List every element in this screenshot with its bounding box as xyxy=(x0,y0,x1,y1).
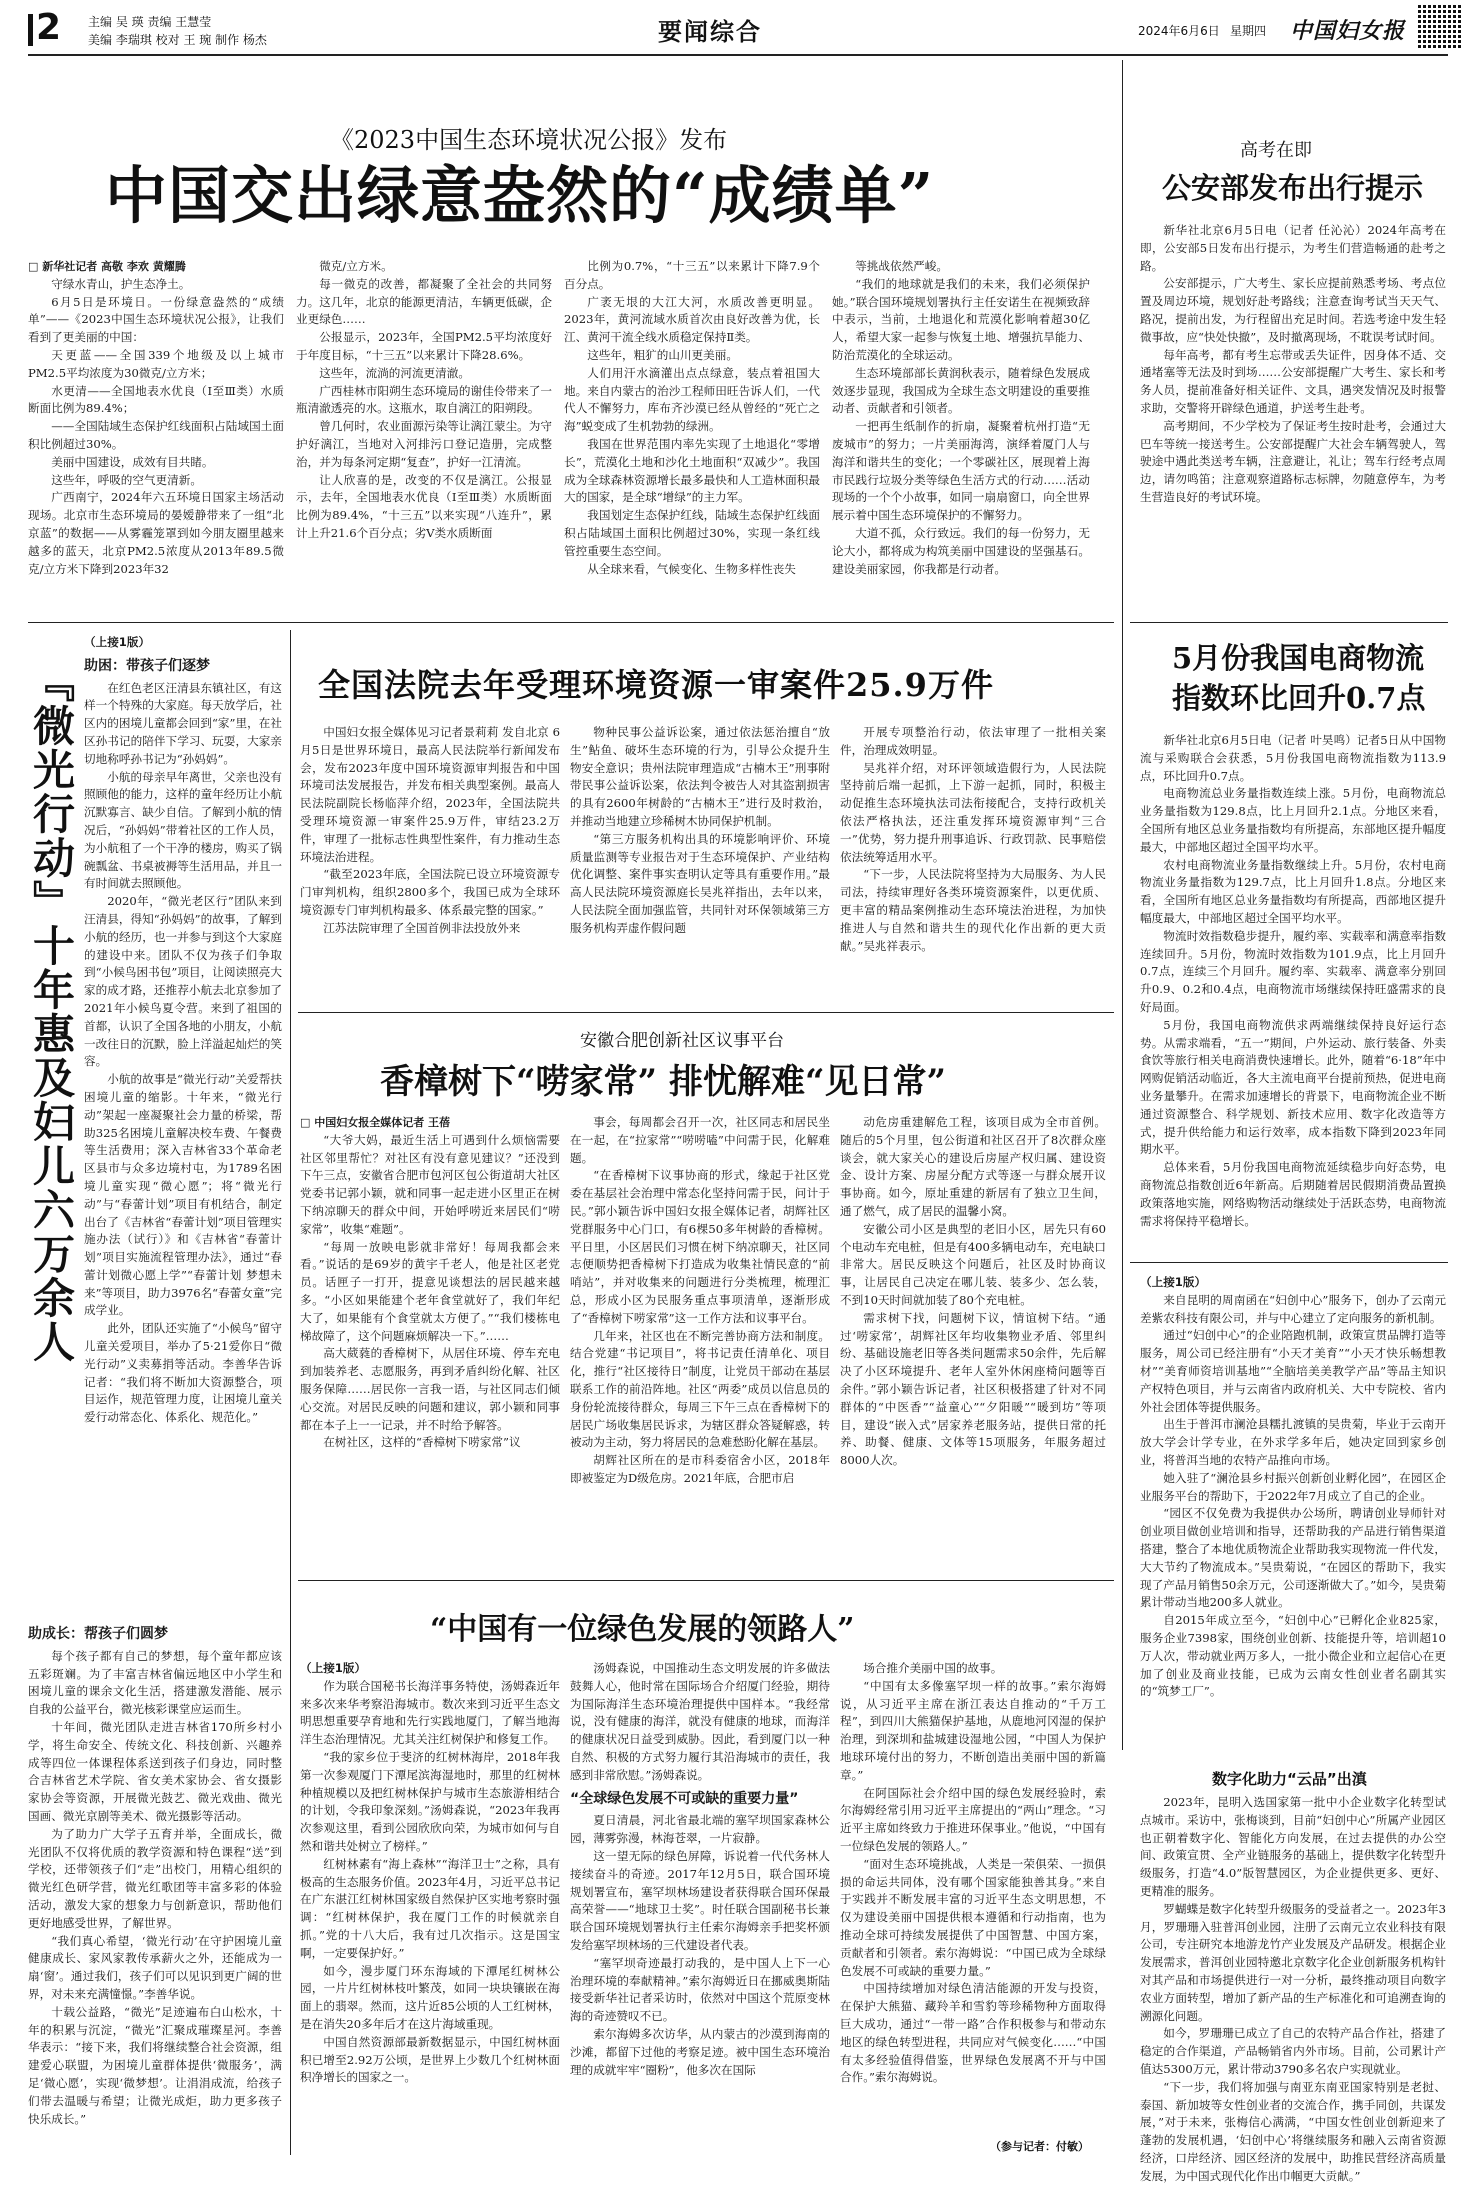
paragraph: 十载公益路，“微光”足迹遍布白山松水，十年的积累与沉淀，“微光”汇聚成璀璨星河。李善华表示：“接下来，我们将继续整合社会资源，组建爱心联盟，为困境儿童群体提供‘微服务’，满足‘微心愿’，实现‘微梦想’。让涓涓成流，给孩子们带去温暖与希望；让微光成炬，助力更多孩子快乐成长。” xyxy=(28,2004,282,2126)
continued-label: （上接1版） xyxy=(300,1661,367,1675)
paragraph: 让人欣喜的是，改变的不仅是漓江。公报显示，去年，全国地表水优良（Ⅰ至Ⅲ类）水质断面比例为89.4%，“十三五”以来实现“八连升”，累计上升21.6个百分点；劣Ⅴ类水质断面 xyxy=(296,472,552,540)
section-name: 要闻综合 xyxy=(658,17,762,46)
paragraph: 来自昆明的周南函在“妇创中心”服务下，创办了云南元差紫农科技有限公司，并与中心建立了定向服务的新机制。 xyxy=(1140,1292,1446,1325)
paragraph: 在阿国际社会介绍中国的绿色发展经验时，索尔海姆经常引用习近平主席提出的“两山”理念。“习近平主席如终致力于推进环保事业。”他说，“中国有一位绿色发展的领路人。” xyxy=(840,1785,1106,1853)
paragraph: 中国持续增加对绿色清洁能源的开发与投资，在保护大熊猫、藏羚羊和雪豹等珍稀物种方面取得巨大成功，通过“一带一路”合作积极参与和带动东地区的绿色转型进程，共同应对气候变化……“中国有太多经验值得借鉴，世界绿色发展离不开与中国合作。”索尔海姆说。 xyxy=(840,1981,1106,2085)
digital-subheading: 数字化助力“云品”出滇 xyxy=(1212,1770,1367,1788)
staff-line-1: 主编 吴 瑛 责编 王慧莹 xyxy=(88,15,212,29)
paragraph: 小航的母亲早年离世，父亲也没有照顾他的能力，这样的童年经历让小航沉默寡言、缺少自信。了解到小航的情况后，“孙妈妈”带着社区的工作人员，为小航租了一个干净的楼房，购买了锅碗瓢盆、书桌被褥等生活用品，并且一有时间就去照顾他。 xyxy=(84,769,282,891)
paragraph: 罗蝴蝶是数字化转型升级服务的受益者之一。2023年3月，罗珊珊入驻普洱创业园，注册了云南元立农业科技有限公司，专注研究本地游龙竹产业发展及产品研发。根据企业发展需求，普洱创业园特邀北京数字化企业创新服务机构针对其产品和市场提供进行一对一分析，最终推动项目向数字农业方面转型，增加了新产品的生产标准化和可追溯查询的溯源化问题。 xyxy=(1140,1901,1446,2023)
paragraph: 大道不孤，众行致远。我们的每一份努力，无论大小，都将成为构筑美丽中国建设的坚强基石。建设美丽家园，你我都是行动者。 xyxy=(832,525,1090,576)
paragraph: 我国划定生态保护红线，陆域生态保护红线面积占陆域国土面积比例超过30%，实现一条红线管控重要生态空间。 xyxy=(564,508,820,558)
paragraph: 公报显示，2023年，全国PM2.5平均浓度好于年度目标，“十三五”以来累计下降28.6%。 xyxy=(296,330,552,362)
paragraph: 每年高考，都有考生忘带或丢失证件，因身体不适、交通堵塞等无法及时到场……公安部提醒广大考生、家长和考务人员，提前准备好相关证件、文具，遇突发情况及时报警求助，交警将开辟绿色通道，护送考生赴考。 xyxy=(1140,347,1446,415)
qr-code-icon xyxy=(1418,4,1462,48)
paragraph: “第三方服务机构出具的环境影响评价、环境质量监测等专业报告对于生态环境保护、产业结构优化调整、案件事实查明认定等具有重要作用。”最高人民法院环境资源庭长吴兆祥指出，去年以来，人民法院全面加强监管，共同针对环保领域第三方服务机构弄虚作假问题 xyxy=(570,831,830,935)
paragraph: 广袤无垠的大江大河，水质改善更明显。2023年，黄河流域水质首次由良好改善为优，长江、黄河干流全线水质稳定保持Ⅱ类。 xyxy=(564,294,820,345)
paragraph: 几年来，社区也在不断完善协商方法和制度。结合党建“书记项目”，将书记责任清单化、项目化，推行“社区接待日”制度，让党员干部动在基层联系工作的前沿阵地。社区“两委”成员以信息员的身份轮流接待群众，每周三下午三点在香樟树下的居民广场收集居民诉求，为辖区群众答疑解惑，转被动为主动，努力将居民的急难愁盼化解在基层。 xyxy=(570,1328,830,1450)
paragraph: 生态环境部部长黄润秋表示，随着绿色发展成效逐步显现，我国成为全球生态文明建设的重要推动者、贡献者和引领者。 xyxy=(832,365,1090,416)
paragraph: 水更清——全国地表水优良（Ⅰ至Ⅲ类）水质断面比例为89.4%； xyxy=(28,383,284,416)
courts-bottom-rule xyxy=(298,1012,1114,1013)
paragraph: 此外，团队还实施了“小候鸟”留守儿童关爱项目，举办了5·21爱你日“微光行动”义卖募捐等活动。李善华告诉记者：“我们将不断加大资源整合，项目运作，规范管理力度，让困境儿童关爱行动常态化、体系化、规范化。” xyxy=(84,1321,282,1425)
courts-headline: 全国法院去年受理环境资源一审案件25.9万件 xyxy=(318,666,994,704)
paragraph: 场合推介美丽中国的故事。 xyxy=(863,1661,1003,1675)
paragraph: 从全球来看，气候变化、生物多样性丧失 xyxy=(587,561,796,576)
page-header xyxy=(28,7,1448,52)
paragraph: 公安部提示，广大考生、家长应提前熟悉考场、考点位置及周边环境，规划好赴考路线；注意查询考试当天天气、路况，提前出发，为行程留出充足时间。若选考途中发生轻微事故，应“快处快撤”，及时撤离现场，不耽误考试时间。 xyxy=(1140,276,1446,344)
paragraph: 等挑战依然严峻。 xyxy=(855,259,948,273)
weiguang-column-2 xyxy=(28,1620,282,2154)
green-leader-column-2 xyxy=(570,1660,830,2154)
green-leader-subheading: “全球绿色发展不可或缺的重要力量” xyxy=(570,1790,799,1807)
paragraph: 一把再生纸制作的折扇，凝聚着杭州打造“无废城市”的努力；一片美丽海湾，演绎着厦门人与海洋和谐共生的变化；一个零碳社区，展现着上海市民践行垃圾分类等绿色生活方式的行动……活动现场的一个个小故事，如同一扇扇窗口，向全世界展示着中国生态环境保护的不懈努力。 xyxy=(832,419,1090,523)
paragraph: 吴兆祥介绍，对环评领域造假行为，人民法院坚持前后端一起抓，上下游一起抓，同时，积极主动促推生态环境执法司法衔接配合，支持行政机关依法严格执法，还注重发挥环境资源审判“三合一”优势，努力提升刑事追诉、行政罚款、民事赔偿依法统筹适用水平。 xyxy=(840,760,1106,864)
camphor-byline: □ 中国妇女报全媒体记者 王蓓 xyxy=(300,1116,451,1129)
paragraph: 新华社北京6月5日电（记者 叶昊鸣）记者5日从中国物流与采购联合会获悉，5月份我国电商物流指数为113.9点，环比回升0.7点。 xyxy=(1140,733,1446,783)
continued-label: （上接1版） xyxy=(84,635,151,649)
paragraph: 红树林素有“海上森林”“海洋卫士”之称，具有极高的生态服务价值。2023年4月，习近平总书记在广东湛江红树林国家级自然保护区实地考察时强调：“红树林保护，我在厦门工作的时候就亲自抓。”党的十八大后，我有过几次指示。这是国宝啊，一定要保护好。” xyxy=(300,1856,560,1960)
weiguang-vertical-headline: 『微光行动』十年惠及妇儿六万余人 xyxy=(27,660,76,1364)
right-top-rule xyxy=(1130,622,1448,623)
paragraph: 为了助力广大学子五育并举，全面成长，微光团队不仅将优质的教学资源和特色课程“送”到学校，还带领孩子们“走”出校门，用精心组织的微光红色研学营，微光红歌团等丰富多彩的体验活动，激发大家的想象力与创新意识，帮助他们更好地感受世界，了解世界。 xyxy=(28,1826,282,1930)
green-leader-credit: （参与记者：付敏） xyxy=(990,2140,1089,2153)
staff-line-2: 美编 李瑞琪 校对 王 琬 制作 杨杰 xyxy=(88,33,267,47)
paragraph: 江苏法院审理了全国首例非法投放外来 xyxy=(323,920,521,935)
paragraph: “我们真心希望，‘微光行动’在守护困境儿童健康成长、家风家教传承薪火之外，还能成为一扇‘窗’。通过我们，孩子们可以见识到更广阔的世界，对未来充满憧憬。”李善华说。 xyxy=(28,1933,282,2001)
paragraph: 中国妇女报全媒体见习记者景莉莉 发自北京 6月5日是世界环境日，最高人民法院举行新闻发布会，发布2023年度中国环境资源审判报告和中国环境司法发展报告，并发布相关典型案例。最高人民法院副院长杨临萍介绍，2023年，全国法院共受理环境资源一审案件25.9万件，审结23.2万件，审理了一批标志性典型性案件，有力推动生态环境法治进程。 xyxy=(300,725,560,864)
paragraph: 比例为0.7%，“十三五”以来累计下降7.9个百分点。 xyxy=(564,259,820,291)
column-rule-left xyxy=(290,630,291,2155)
gaokao-headline: 公安部发布出行提示 xyxy=(1162,171,1424,205)
ecommerce-headline-2: 指数环比回升0.7点 xyxy=(1172,681,1426,715)
paragraph: 她入驻了“澜沧县乡村振兴创新创业孵化园”，在园区企业服务平台的帮助下，于2022年7月成立了自己的企业。 xyxy=(1140,1470,1446,1503)
paragraph: “在香樟树下议事协商的形式，缘起于社区党委在基层社会治理中常态化坚持问需于民，问计于民。”郭小颖告诉中国妇女报全媒体记者，胡辉社区党群服务中心门口，有6棵50多年树龄的香樟树。平日里，小区居民们习惯在树下纳凉聊天，社区同志便顺势把香樟树下打造成为收集社情民意的“前哨站”，并对收集来的问题进行分类梳理，梳理汇总，形成小区为民服务重点事项清单，逐渐形成了“香樟树下唠家常”这一工作方法和议事平台。 xyxy=(570,1168,830,1325)
paragraph: 需求树下找，问题树下议，情谊树下结。“通过‘唠家常’，胡辉社区年均收集物业矛盾、邻里纠纷、基础设施老旧等各类问题需求50余件，先后解决了小区环境提升、老年人室外休闲座椅问题等百余件。”郭小颖告诉记者，社区积极搭建了针对不同群体的“中医香”“益童心”“夕阳暖”“暖到坊”等项目，建设“嵌入式”居家养老服务站，提供日常的托养、助餐、健康、文体等15项服务，年服务超过8000人次。 xyxy=(840,1310,1106,1468)
paragraph: 如今，漫步厦门环东海域的下潭尾红树林公园，一片片红树林枝叶繁茂，如同一块块镶嵌在海面上的翡翠。然而，这片近85公顷的人工红树林，是在消失20多年后才在这片海域重现。 xyxy=(300,1963,560,2031)
paragraph: 小航的故事是“微光行动”关爱帮扶困境儿童的缩影。十年来，“微光行动”架起一座凝聚社会力量的桥梁，帮助325名困境儿童解决校车费、午餐费等生活费用；深入吉林省33个革命老区县市与众多边境村屯，为1789名困境儿童实现“微心愿”；将“微光行动”与“春蕾计划”项目有机结合，制定出台了《吉林省“春蕾计划”项目管理实施办法（试行）》和《吉林省“春蕾计划”项目实施流程管理办法》，通过“春蕾计划微心愿上学”“春蕾计划 梦想未来”等项目，助力3976名“春蕾女童”完成学业。 xyxy=(84,1072,283,1318)
paragraph: 广西桂林市阳朔生态环境局的谢佳伶带来了一瓶清澈透亮的水。这瓶水，取自漓江的阳朔段。 xyxy=(296,383,552,416)
camphor-column-3 xyxy=(840,1114,1106,1564)
courts-column-1 xyxy=(300,724,560,1004)
paragraph: 微克/立方米。 xyxy=(319,259,393,273)
right-mid-rule xyxy=(1130,1262,1448,1263)
courts-column-3 xyxy=(840,724,1106,1004)
paragraph: 5月份，我国电商物流供求两端继续保持良好运行态势。从需求端看，“五一”期间，户外运动、旅行装备、外卖食饮等旅行相关电商消费快速增长。此外，随着“6·18”年中网购促销活动临近，各大主流电商平台提前预热，促进电商业务量攀升。在需求加速增长的背景下，电商物流企业不断通过资源整合、科学规划、新技术应用、数字化改造等方式，提升供给能力和运行效率，成本指数下降到2023年同期水平。 xyxy=(1140,1017,1446,1157)
lead-column-3 xyxy=(564,258,820,596)
paragraph: 物种民事公益诉讼案，通过依法惩治擅自“放生”鲇鱼、破坏生态环境的行为，引导公众提升生物安全意识；贵州法院审理造成“古楠木王”刑事附带民事公益诉讼案，依法判令被告人对其盗割损害的具有2600年树龄的“古楠木王”进行及时救治，并推动当地建立珍稀树木协同保护机制。 xyxy=(570,725,830,828)
paragraph: 美丽中国建设，成效有目共睹。 xyxy=(51,454,214,469)
camphor-kicker: 安徽合肥创新社区议事平台 xyxy=(580,1031,784,1051)
page-number: 2 xyxy=(36,7,62,48)
weiguang-subheading-2: 助成长：帮孩子们圆梦 xyxy=(28,1626,168,1642)
lead-column-4 xyxy=(832,258,1090,596)
green-leader-column-1 xyxy=(300,1660,560,2154)
page-number-accent xyxy=(28,14,33,46)
continued-label: （上接1版） xyxy=(1140,1275,1207,1289)
paragraph: 安徽公司小区是典型的老旧小区，居先只有60个电动车充电桩，但是有400多辆电动车，充电缺口非常大。居民反映这个问题后，社区及时协商议事，让居民自己决定在哪儿装、装多少、怎么装，不到10天时间就加装了80个充电桩。 xyxy=(840,1221,1106,1307)
paragraph: 这些年，粗犷的山川更美丽。 xyxy=(587,347,738,362)
paragraph: 作为联合国秘书长海洋事务特使，汤姆森近年来多次来华考察沿海城市。数次来到习近平生态文明思想重要孕育地和先行实践地厦门，了解当地海洋生态治理情况。尤其关注红树保护和修复工作。 xyxy=(300,1678,560,1747)
paragraph: 通过“妇创中心”的企业陪跑机制，政策宣贯品牌打造等服务，周公司已经注册有“小天才美育”“小天才快乐畅想教材”“美育师资培训基地”“全脑培美美教学产品”等品主知识产权特色项目，并与云南省内政府机关、大中专院校、省内外社会团体等提供服务。 xyxy=(1140,1328,1446,1414)
header-rule xyxy=(28,54,1448,56)
camphor-bottom-rule xyxy=(298,1580,1114,1581)
column-rule-main xyxy=(1122,60,1123,1750)
paragraph: 我国在世界范围内率先实现了土地退化“零增长”，荒漠化土地和沙化土地面积“双减少”。我国成为全球森林资源增长最多最快和人工造林面积最大的国家，是全球“增绿”的主力军。 xyxy=(564,436,820,505)
paragraph: 开展专项整治行动，依法审理了一批相关案件，治理成效明显。 xyxy=(840,725,1106,757)
lead-bottom-rule xyxy=(28,622,1114,623)
camphor-column-2 xyxy=(570,1114,830,1564)
paragraph: 胡辉社区所在的是市科委宿舍小区，2018年即被鉴定为D级危房。2021年底，合肥市启 xyxy=(570,1453,830,1485)
paragraph: ——全国陆域生态保护红线面积占陆域国土面积比例超过30%。 xyxy=(28,419,284,451)
green-leader-column-3 xyxy=(840,1660,1106,2136)
weiguang-subheading-1: 助困：带孩子们逐梦 xyxy=(84,657,210,674)
paragraph: “园区不仅免费为我提供办公场所，聘请创业导师针对创业项目做创业培训和指导，还帮助我的产品进行销售渠道搭建，整合了本地优质物流企业帮助我实现物流一件代发，大大节约了物流成本。”吴贵菊说，“在园区的帮助下，我实现了产品月销售50余万元，公司逐渐做大了。”如今，吴贵菊累计带动当地200多人就业。 xyxy=(1140,1506,1446,1610)
camphor-column-1 xyxy=(300,1114,560,1564)
ecommerce-headline-1: 5月份我国电商物流 xyxy=(1172,641,1425,675)
paragraph: “下一步，我们将加强与南亚东南亚国家特别是老挝、泰国、新加坡等女性创业者的交流合作，携手同创，共谋发展，”对于未来，张梅信心满满，“中国女性创业创新迎来了蓬勃的发展机遇，‘妇创中心’将继续服务和融入云南省资源经济，口岸经济、园区经济的发展中，助推民营经济高质量发展，为中国式现代化作出巾帼更大贡献。” xyxy=(1140,2079,1446,2183)
paragraph: 每个孩子都有自己的梦想，每个童年都应该五彩斑斓。为了丰富吉林省偏远地区中小学生和困境儿童的课余文化生活，搭建激发潜能、展示自我的公益平台，微光核彩课堂应运而生。 xyxy=(28,1648,282,1717)
paragraph: 天更蓝——全国339个地级及以上城市PM2.5平均浓度为30微克/立方米； xyxy=(28,347,284,380)
paragraph: 农村电商物流业务量指数继续上升。5月份，农村电商物流业务量指数为129.7点，比上月回升1.8点。分地区来看，全国所有地区总业务量指数均有所提高，西部地区提升幅度最大，中部地区超过全国平均水平。 xyxy=(1140,857,1446,925)
green-leader-headline: “中国有一位绿色发展的领路人” xyxy=(430,1612,855,1647)
paragraph: 事会，每周都会召开一次，社区同志和居民坐在一起，在“拉家常”“唠唠嗑”中问需于民，化解难题。 xyxy=(570,1115,830,1165)
paragraph: 动危房重建解危工程，该项目成为全市首例。随后的5个月里，包公街道和社区召开了8次群众座谈会，就大家关心的建设后房屋产权归属、建设资金、设计方案、房屋分配方式等逐一与群众展开议事协商。如今，原址重建的新居有了独立卫生间，通了燃气，成了居民的温馨小窝。 xyxy=(840,1115,1106,1218)
paragraph: 夏日清晨，河北省最北端的塞罕坝国家森林公园，薄雾弥漫，林海苍翠，一片寂静。 xyxy=(570,1813,830,1846)
paragraph: 出生于普洱市澜沧县糯扎渡镇的吴贵菊，毕业于云南开放大学会计学专业，在外求学多年后，她决定回到家乡创业，将普洱当地的农特产品推向市场。 xyxy=(1140,1417,1446,1467)
issue-weekday: 星期四 xyxy=(1230,24,1267,38)
paragraph: 中国自然资源部最新数据显示，中国红树林面积已增至2.92万公顷，是世界上少数几个红树林面积净增长的国家之一。 xyxy=(300,2034,560,2085)
newspaper-logo: 中国妇女报 xyxy=(1290,18,1406,44)
paragraph: 索尔海姆多次访华，从内蒙古的沙漠到海南的沙滩，都留下过他的考察足迹。被中国生态环境治理的成就牢牢“圈粉”，他多次在国际 xyxy=(570,2026,830,2077)
digital-column-1 xyxy=(1140,1274,1446,1760)
lead-column-2 xyxy=(296,258,552,596)
paragraph: 在树社区，这样的“香樟树下唠家常”议 xyxy=(323,1435,521,1450)
lead-byline: □ 新华社记者 高敬 李欢 黄耀腾 xyxy=(28,260,186,273)
paragraph: 新华社北京6月5日电（记者 任沁沁）2024年高考在即，公安部5日发布出行提示，为考生们营造畅通的赴考之路。 xyxy=(1140,223,1446,273)
paragraph: 守绿水青山，护生态净土。 xyxy=(51,276,191,291)
lead-headline: 中国交出绿意盎然的“成绩单” xyxy=(105,159,935,232)
lead-column-1 xyxy=(28,258,284,596)
paragraph: “中国有太多像塞罕坝一样的故事。”索尔海姆说，从习近平主席在浙江表达自推动的“千万工程”，到四川大熊猫保护基地，从鹿地河冈湿的保护治理，到深圳和盐城建设湿地公园，“中国人为保护地球环境付出的努力，不断创造出美丽中国的新篇章。” xyxy=(840,1678,1106,1782)
digital-column-2 xyxy=(1140,1794,1446,2183)
paragraph: 总体来看，5月份我国电商物流延续稳步向好态势，电商物流总指数创近6年新高。后期随着居民假期消费品置换政策落地实施，网络购物活动继续处于活跃态势，电商物流需求将保持平稳增长。 xyxy=(1140,1160,1446,1228)
paragraph: 2023年，昆明入选国家第一批中小企业数字化转型试点城市。采访中，张梅谈到，目前“妇创中心”所属产业园区也正朝着数字化、智能化方向发展，在过去提供的办公空间、政策宣贯、全产业链服务的基础上，提供数字化转型升级服务，打造“4.0”版智慧园区，为企业提供更多、更好、更精准的服务。 xyxy=(1140,1795,1446,1898)
paragraph: “我的家乡位于斐济的红树林海岸，2018年我第一次参观厦门下潭尾滨海湿地时，那里的红树林种植规模以及把红树林保护与城市生态旅游相结合的计划，令我印象深刻。”汤姆森说，“2023年我再次参观这里，看到公园欣欣向荣，为城市如何与自然和谐共处树立了榜样。” xyxy=(300,1749,560,1853)
paragraph: 每一微克的改善，都凝聚了全社会的共同努力。这几年，北京的能源更清洁，车辆更低碳，企业更绿色…… xyxy=(296,276,552,327)
paragraph: 人们用汗水滴灌出点点绿意，装点着祖国大地。来自内蒙古的治沙工程师田旺告诉人们，一代代人不懈努力，库布齐沙漠已经从曾经的“死亡之海”蜕变成了生机勃勃的绿洲。 xyxy=(564,365,820,434)
paragraph: “每周一放映电影就非常好！每周我都会来看。”说话的是69岁的黄宇千老人，他是社区老党员。话匣子一打开，提意见谈想法的居民越来越多。“小区如果能建个老年食堂就好了，我们年纪大了，如果能有个食堂就太方便了。”“我们楼栋电梯故障了，这个问题麻烦解决一下。”…… xyxy=(300,1239,560,1343)
gaokao-kicker: 高考在即 xyxy=(1240,140,1312,161)
paragraph: “截至2023年底，全国法院已设立环境资源专门审判机构，组织2800多个，我国已成为全球环境资源专门审判机构最多、体系最完整的国家。” xyxy=(300,867,560,917)
courts-column-2 xyxy=(570,724,830,1004)
camphor-headline: 香樟树下“唠家常” 排忧解难“见日常” xyxy=(380,1062,947,1102)
paragraph: 电商物流总业务量指数连续上涨。5月份，电商物流总业务量指数为129.8点，比上月回升2.1点。分地区来看，全国所有地区总业务量指数均有所提高，东部地区提升幅度最大，中部地区超过全国平均水平。 xyxy=(1140,786,1446,854)
paragraph: “面对生态环境挑战，人类是一荣俱荣、一损俱损的命运共同体，没有哪个国家能独善其身。”来自于实践并不断发展丰富的习近平生态文明思想，不仅为建设美丽中国提供根本遵循和行动指南，也为推动全球可持续发展提供了中国智慧、中国方案，贡献者和引领者。索尔海姆说：“中国已成为全球绿色发展不可或缺的重要力量。” xyxy=(840,1856,1106,1978)
paragraph: 汤姆森说，中国推动生态文明发展的许多做法鼓舞人心，他时常在国际场合介绍厦门经验，期待为国际海洋生态环境治理提供中国样本。“我经常说，没有健康的海洋，就没有健康的地球，而海洋的健康状况日益受到威胁。因此，看到厦门以一种自然、积极的方式努力履行其沿海城市的责任，我感到非常欣慰。”汤姆森说。 xyxy=(570,1661,830,1782)
paragraph: 曾几何时，农业面源污染等让漓江蒙尘。为守护好漓江，当地对入河排污口登记造册，完成整治，并为每条河定期“复查”，护好一江清流。 xyxy=(296,419,552,469)
paragraph: “下一步，人民法院将坚持为大局服务、为人民司法，持续审理好各类环境资源案件，以更优质、更丰富的精品案例推动生态环境法治进程，为加快推进人与自然和谐共生的现代化作出新的更大贡献。”吴兆祥表示。 xyxy=(840,867,1106,953)
paragraph: 高考期间，不少学校为了保证考生按时赴考，会通过大巴车等统一接送考生。公安部提醒广大社会车辆驾驶人，驾驶途中遇此类送考车辆，注意避让，礼让；驾车行经考点周边，请勿鸣笛；注意观察道路标志标牌，勿随意停车，为考生营造良好的考试环境。 xyxy=(1140,418,1446,504)
paragraph: 自2015年成立至今，“妇创中心”已孵化企业825家，服务企业7398家，围绕创业创新、技能提升等，培训超10万人次，带动就业两万多人，一批小微企业和立起信心在更加了创业及商业技能，已成为云南女性创业者名副其实的“筑梦工厂”。 xyxy=(1140,1613,1446,1699)
paragraph: 在红色老区汪清县东镇社区，有这样一个特殊的大家庭。每天放学后，社区内的困境儿童都会回到“家”里，在社区孙书记的陪伴下学习、玩耍，大家亲切地称呼孙书记为“孙妈妈”。 xyxy=(84,680,282,766)
paragraph: 这一望无际的绿色屏障，诉说着一代代务林人接续奋斗的奇迹。2017年12月5日，联合国环境规划署宣布，塞罕坝林场建设者获得联合国环保最高荣誉——“地球卫士奖”。时任联合国副秘书长兼联合国环境规划署执行主任索尔海姆亲手把奖杯颁发给塞罕坝林场的三代建设者代表。 xyxy=(570,1848,830,1952)
paragraph: 高大葳蕤的香樟树下，从居住环境、停车充电到加装养老、志愿服务，再到矛盾纠纷化解、社区服务保障……居民你一言我一语，与社区同志们倾心交流。对居民反映的问题和建议，郭小颖和同事都在本子上一一记录，并不时给予解答。 xyxy=(300,1346,560,1432)
paragraph: 2020年，“微光老区行”团队来到汪清县，得知“孙妈妈”的故事，了解到小航的经历，也一并参与到这个大家庭的建设中来。团队不仅为孩子们争取到“小候鸟困书包”项目，让阅读照亮大家的成才路，还推荐小航去北京参加了2021年小候鸟夏令营。来到了祖国的首都，认识了全国各地的小朋友，小航一改往日的沉默，脸上洋溢起灿烂的笑容。 xyxy=(84,894,282,1069)
gaokao-body xyxy=(1140,222,1446,610)
paragraph: “我们的地球就是我们的未来，我们必须保护她。”联合国环境规划署执行主任安诺生在视频致辞中表示，当前，土地退化和荒漠化影响着超30亿人，希望大家一起参与恢复土地、增强抗旱能力、防治荒漠化的全球运动。 xyxy=(832,276,1090,362)
paragraph: “大爷大妈，最近生活上可遇到什么烦恼需要社区邻里帮忙？对社区有没有意见建议？”还没到下午三点，安徽省合肥市包河区包公街道胡大社区党委书记郭小颖，就和同事一起走进小区里正在树下纳凉聊天的群众中间，开始呼唠近来居民们“唠家常”，收集“难题”。 xyxy=(300,1132,560,1236)
lead-kicker: 《2023中国生态环境状况公报》发布 xyxy=(330,126,728,154)
paragraph: 这些年，呼吸的空气更清新。 xyxy=(51,472,202,487)
paragraph: 广西南宁，2024年六五环境日国家主场活动现场。北京市生态环境局的晏嫒静带来了一组“北京蓝”的数据——从雾霾笼罩到如今朋友圈里越来越多的蓝天，北京PM2.5浓度从2013年89.5微克/立方米下降到2023年32 xyxy=(28,490,284,576)
paragraph: 物流时效指数稳步提升，履约率、实载率和满意率指数连续回升。5月份，物流时效指数为101.9点，比上月回升0.7点，连续三个月回升。履约率、实载率、满意率分别回升0.9、0.2和0.4点，电商物流市场继续保持旺盛需求的良好局面。 xyxy=(1140,928,1446,1014)
ecommerce-body xyxy=(1140,732,1446,1248)
paragraph: “塞罕坝奇迹最打动我的，是中国人上下一心治理环境的奉献精神。”索尔海姆近日在挪威奥斯陆接受新华社记者采访时，依然对中国这个荒原变林海的奇迹赞叹不已。 xyxy=(570,1955,830,2024)
paragraph: 十年间，微光团队走进吉林省170所乡村小学，将生命安全、传统文化、科技创新、兴趣养成等四位一体课程体系送到孩子们身边，同时整合吉林省艺术学院、省女美术家协会、省女摄影家协会等资源，开展微光鼓艺、微光戏曲、微光国画、微光京剧等美术、微光摄影等活动。 xyxy=(28,1719,282,1823)
paragraph: 这些年，流淌的河流更清澈。 xyxy=(319,365,470,380)
paragraph: 6月5日是环境日。一份绿意盎然的“成绩单”——《2023中国生态环境状况公报》，让我们看到了更美丽的中国： xyxy=(28,294,284,345)
paragraph: 如今，罗珊珊已成立了自己的农特产品合作社，搭建了稳定的合作渠道，产品畅销省内外市场。目前，公司累计产值达5300万元，累计带动3790多名农户实现就业。 xyxy=(1140,2026,1446,2076)
issue-date: 2024年6月6日 xyxy=(1138,24,1220,38)
weiguang-column-1 xyxy=(84,634,282,1612)
